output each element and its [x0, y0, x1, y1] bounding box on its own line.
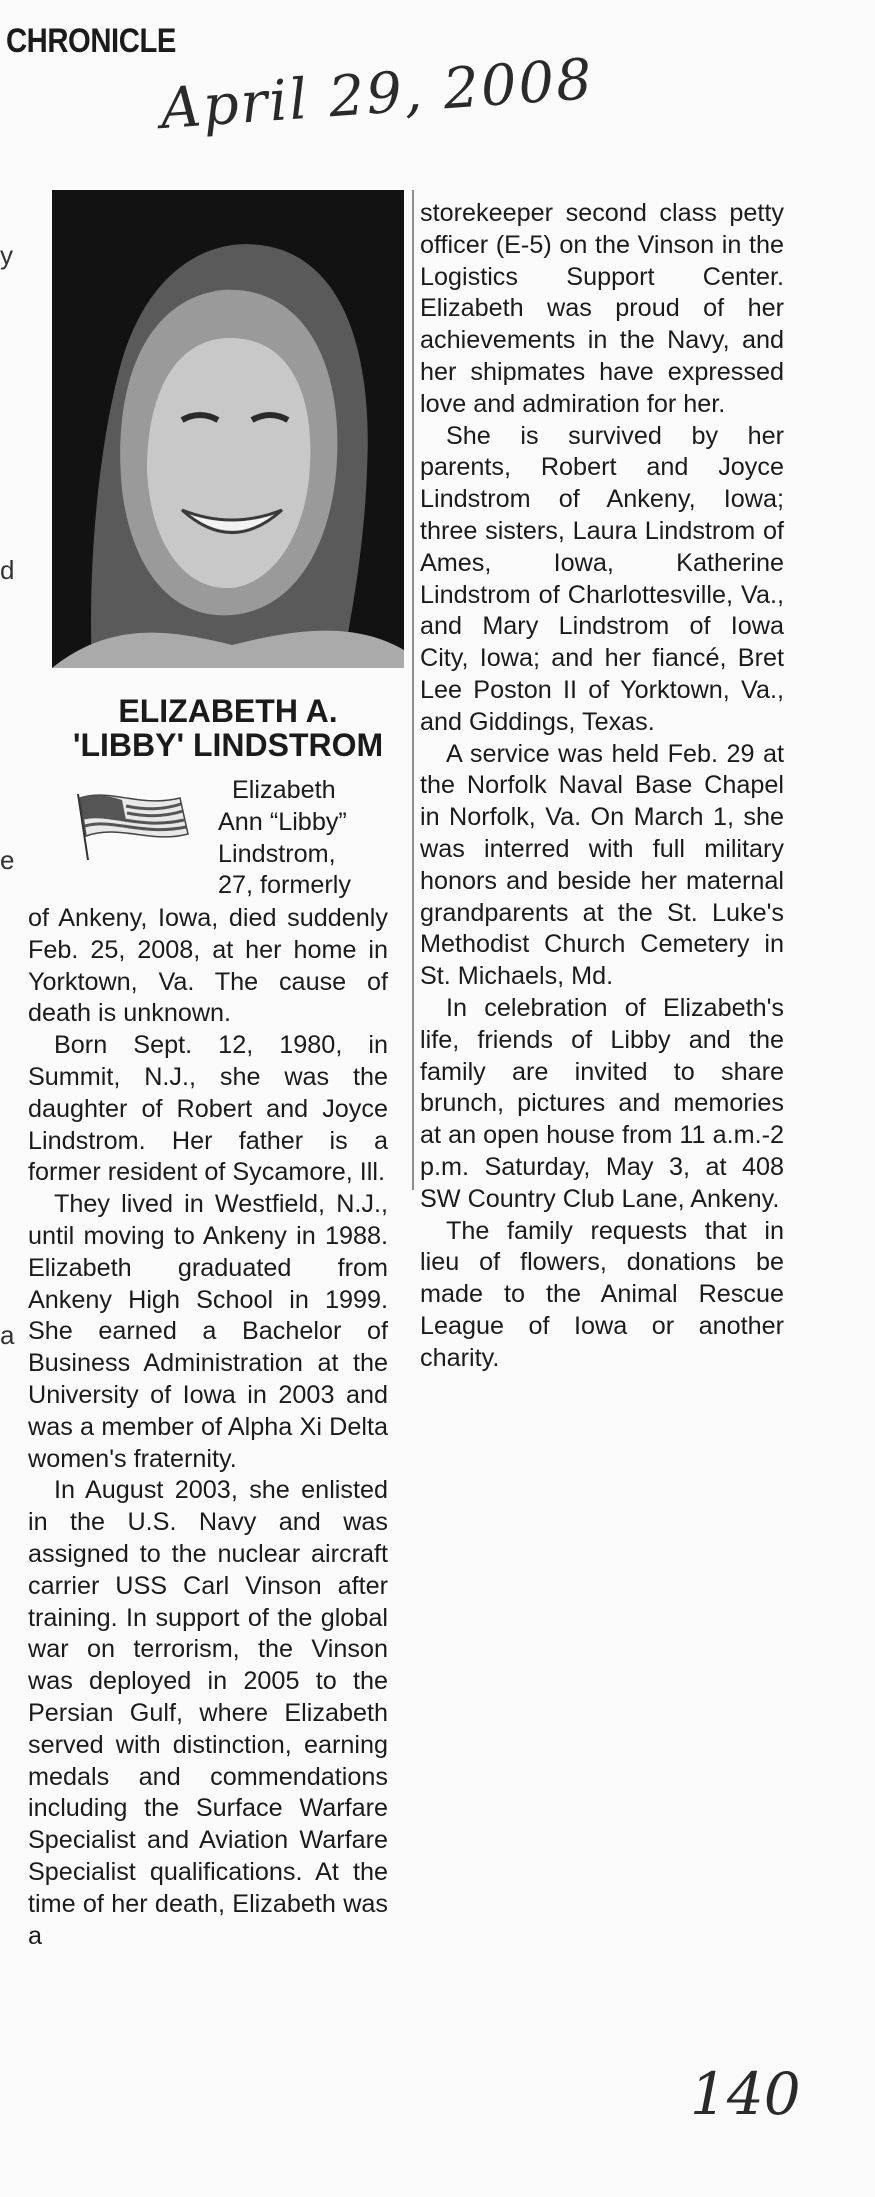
- paragraph: In celebration of Elizabeth's life, friends of Libby and the family are invited to share brunch, pictures and memories at an open house from 11 a.m.-2 p.m. Saturday, May 3, at 408 SW Country Club Lane, Ankeny.: [420, 993, 784, 1213]
- paragraph: A service was held Feb. 29 at the Norfolk Naval Base Chapel in Norfolk, Va. On March 1, she was interred with full military honors and beside her maternal grandparents at the St. Luke's Methodist Church Cemetery in St. Michaels, Md.: [420, 739, 784, 991]
- paragraph: The family requests that in lieu of flowers, donations be made to the Animal Rescue League of Iowa or another charity.: [420, 1216, 784, 1372]
- edge-fragment: a: [0, 1320, 15, 1350]
- paragraph: Born Sept. 12, 1980, in Summit, N.J., she was the daughter of Robert and Joyce Lindstrom. Her father is a former resident of Sycamore, Ill.: [28, 1031, 388, 1187]
- intro-line: Elizabeth: [232, 776, 336, 804]
- headline-line-2: 'LIBBY' LINDSTROM: [72, 727, 384, 763]
- column-2-body: [420, 198, 784, 1374]
- paragraph: They lived in Westfield, N.J., until moving to Ankeny in 1988. Elizabeth graduated from Ankeny High School in 1999. She earned a Bachelor of Business Administration at the University of Iowa in 2003 and was a member of Alpha Xi Delta women's fraternity.: [28, 1190, 388, 1473]
- handwritten-page-number: 140: [690, 2060, 801, 2128]
- paragraph: of Ankeny, Iowa, died suddenly Feb. 25, 2008, at her home in Yorktown, Va. The cause of death is unknown.: [28, 904, 388, 1028]
- intro-line: Ann “Libby”: [218, 807, 347, 836]
- edge-fragment: y: [0, 240, 13, 270]
- masthead: CHRONICLE: [6, 22, 176, 60]
- column-rule: [412, 190, 414, 1190]
- headline-line-1: ELIZABETH A.: [118, 693, 338, 729]
- flag-icon: [70, 790, 200, 862]
- edge-fragment: e: [0, 845, 15, 875]
- column-1-body: [28, 903, 388, 1952]
- paragraph: She is survived by her parents, Robert and Joyce Lindstrom of Ankeny, Iowa; three sisters, Laura Lindstrom of Ames, Iowa, Katherine Lindstrom of Charlottesville, Va., and Mary Lindstrom of Iowa City, Iowa; and her fiancé, Bret Lee Poston II of Yorktown, Va., and Giddings, Texas.: [420, 421, 784, 736]
- obituary-headline: [42, 694, 414, 762]
- paragraph: storekeeper second class petty officer (E-5) on the Vinson in the Logistics Support Center. Elizabeth was proud of her achievements in the Navy, and her shipmates have expressed love and admiration for her.: [420, 199, 784, 418]
- edge-fragment: d: [0, 555, 15, 585]
- paragraph: In August 2003, she enlisted in the U.S. Navy and was assigned to the nuclear aircraft carrier USS Carl Vinson after training. In support of the global war on terrorism, the Vinson was deployed in 2005 to the Persian Gulf, where Elizabeth served with distinction, earning medals and commendations including the Surface Warfare Specialist and Aviation Warfare Specialist qualifications. At the time of her death, Elizabeth was a: [28, 1476, 388, 1950]
- intro-line: Lindstrom,: [218, 839, 336, 868]
- handwritten-date: April 29, 2008: [158, 46, 596, 143]
- column-1-intro: [218, 775, 388, 902]
- intro-line: 27, formerly: [218, 871, 351, 900]
- portrait-photo: [52, 190, 404, 668]
- portrait-image: [52, 190, 404, 668]
